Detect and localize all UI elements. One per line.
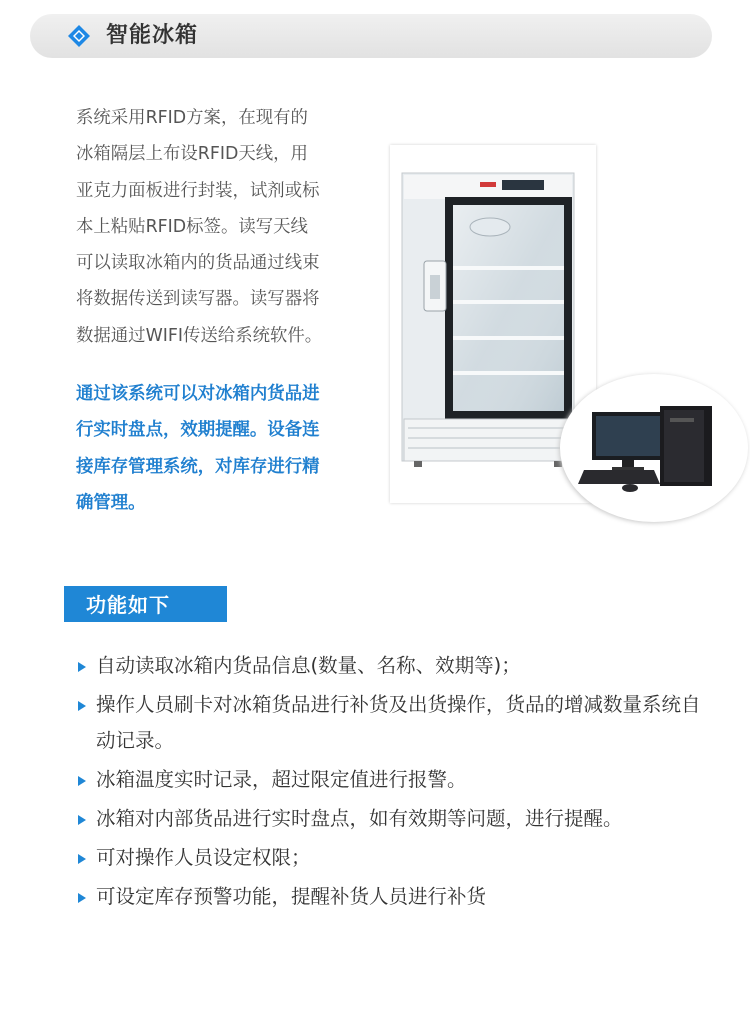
highlight-line: 行实时盘点，效期提醒。设备连 [76,420,320,441]
list-item [78,687,718,759]
triangle-bullet-icon [78,662,86,672]
feature-list [78,648,718,918]
intro-line: 冰箱隔层上布设RFID天线，用 [76,144,308,165]
triangle-bullet-icon [78,854,86,864]
features-label: 功能如下 [64,586,227,622]
feature-text: 可对操作人员设定权限； [96,846,311,869]
triangle-bullet-icon [78,815,86,825]
highlight-line: 确管理。 [76,492,146,513]
intro-line: 系统采用RFID方案，在现有的 [76,108,308,128]
triangle-bullet-icon [78,893,86,903]
highlight-line: 接库存管理系统，对库存进行精 [76,456,320,477]
feature-text: 自动读取冰箱内货品信息(数量、名称、效期等)； [96,654,521,677]
feature-text: 操作人员刷卡对冰箱货品进行补货及出货操作，货品的增减数量系统自动记录。 [96,693,701,752]
intro-line: 可以读取冰箱内的货品通过线束 [76,253,320,274]
intro-paragraph [76,100,361,354]
list-item [78,879,718,915]
list-item [78,648,718,684]
desktop-computer-illustration [560,374,748,522]
intro-line: 将数据传送到读写器。读写器将 [76,289,320,310]
highlight-line: 通过该系统可以对冰箱内货品进 [76,384,320,404]
intro-line: 本上粘贴RFID标签。读写天线 [76,216,308,237]
feature-text: 冰箱温度实时记录，超过限定值进行报警。 [96,768,467,791]
page-title: 智能冰箱 [106,23,199,48]
triangle-bullet-icon [78,701,86,711]
intro-line: 亚克力面板进行封装，试剂或标 [76,180,320,201]
feature-text: 冰箱对内部货品进行实时盘点，如有效期等问题，进行提醒。 [96,807,623,830]
highlight-paragraph [76,376,361,521]
section-header [30,14,712,58]
list-item [78,840,718,876]
triangle-bullet-icon [78,776,86,786]
diamond-icon [68,25,90,47]
computer-image [560,374,748,522]
intro-line: 数据通过WIFI传送给系统软件。 [76,325,323,346]
list-item [78,801,718,837]
list-item [78,762,718,798]
feature-text: 可设定库存预警功能，提醒补货人员进行补货 [96,885,487,908]
